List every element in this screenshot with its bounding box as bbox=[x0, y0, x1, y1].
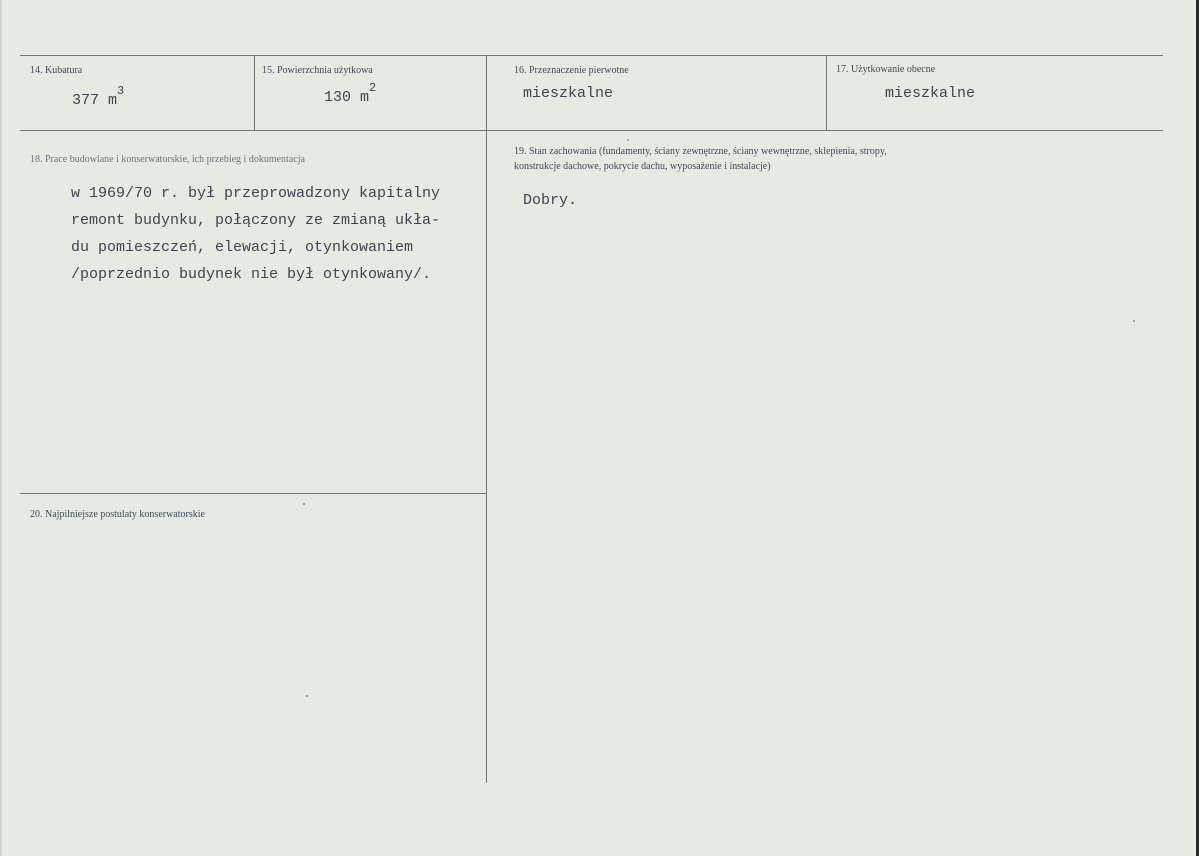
rule-col-15-16 bbox=[486, 55, 487, 131]
kubatura-value: 377 m bbox=[72, 92, 118, 109]
field-18-line: remont budynku, połączony ze zmianą ukła- bbox=[71, 212, 441, 229]
card-left-edge bbox=[0, 0, 2, 856]
field-14-label: 14. Kubatura bbox=[30, 65, 83, 76]
paper-speck bbox=[627, 139, 629, 141]
powierzchnia-unit-exponent: 2 bbox=[369, 81, 377, 95]
field-16-label: 16. Przeznaczenie pierwotne bbox=[514, 65, 629, 76]
rule-row1-bottom bbox=[20, 130, 1163, 131]
rule-main-divider bbox=[486, 130, 487, 783]
field-17-value: mieszkalne bbox=[885, 85, 976, 102]
paper-speck bbox=[303, 503, 305, 505]
rule-section-20-top bbox=[20, 493, 486, 494]
field-18-line: w 1969/70 r. był przeprowadzony kapitalny bbox=[71, 185, 441, 202]
field-17-label: 17. Użytkowanie obecne bbox=[836, 64, 936, 75]
field-16-value: mieszkalne bbox=[523, 85, 614, 102]
field-18-line: /poprzednio budynek nie był otynkowany/. bbox=[71, 266, 432, 283]
field-19-label-line1: 19. Stan zachowania (fundamenty, ściany zewnętrzne, ściany wewnętrzne, sklepienia, stropy, bbox=[514, 146, 887, 157]
powierzchnia-value: 130 m bbox=[324, 89, 370, 106]
rule-col-16-17 bbox=[826, 55, 827, 131]
kubatura-unit-exponent: 3 bbox=[117, 84, 125, 98]
rule-col-14-15 bbox=[254, 55, 255, 131]
rule-top bbox=[20, 55, 1163, 56]
field-18-text bbox=[71, 180, 440, 288]
paper-speck bbox=[1133, 320, 1135, 322]
field-18-line: du pomieszczeń, elewacji, otynkowaniem bbox=[71, 239, 414, 256]
paper-speck bbox=[306, 695, 308, 697]
field-18-label: 18. Prace budowlane i konserwatorskie, ich przebieg i dokumentacja bbox=[30, 154, 305, 165]
field-15-label: 15. Powierzchnia użytkowa bbox=[262, 65, 373, 76]
field-14-value bbox=[72, 84, 125, 109]
field-19-value: Dobry. bbox=[523, 192, 578, 209]
field-20-label: 20. Najpilniejsze postulaty konserwatorskie bbox=[30, 509, 205, 520]
field-19-label-line2: konstrukcje dachowe, pokrycie dachu, wyposażenie i instalacje) bbox=[514, 161, 771, 172]
field-15-value bbox=[324, 81, 377, 106]
